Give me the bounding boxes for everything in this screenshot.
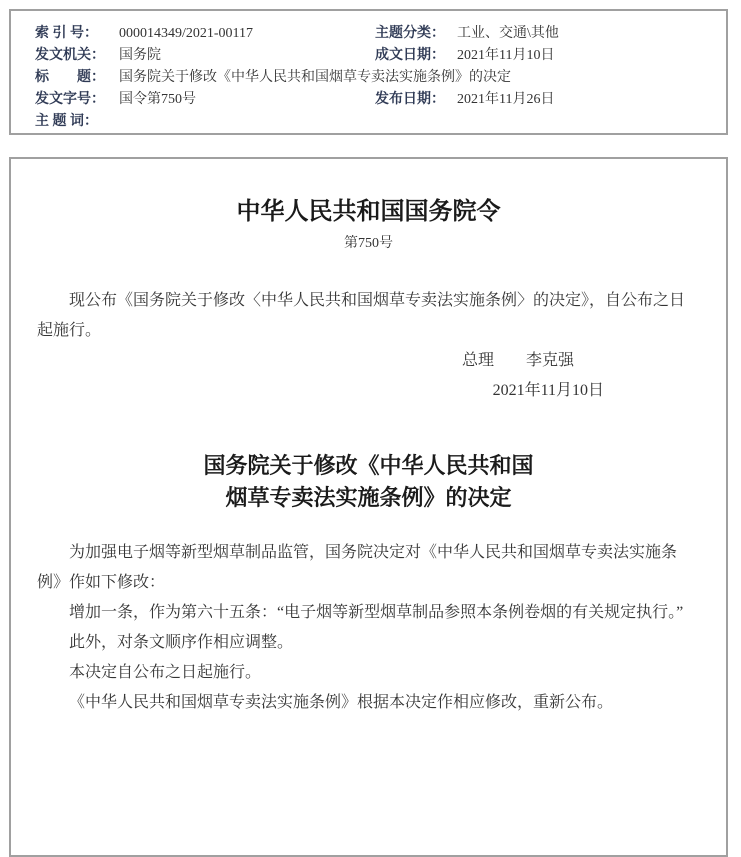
- decree-title: 中华人民共和国国务院令: [236, 199, 501, 225]
- meta-label-keywords: 主 题 词：: [35, 114, 98, 129]
- decree-panel: [9, 157, 728, 857]
- decision-paragraph-5: 《中华人民共和国烟草专卖法实施条例》根据本决定作相应修改，重新公布。: [69, 694, 614, 711]
- decision-paragraph-4: 本决定自公布之日起施行。: [69, 664, 262, 681]
- meta-value-document-number: 国令第750号: [119, 92, 196, 107]
- meta-value-keywords: [119, 111, 720, 133]
- premier-signature: 总理 李克强: [461, 352, 574, 369]
- meta-label-publish-date: 发布日期：: [375, 92, 445, 107]
- meta-value-title: 国务院关于修改《中华人民共和国烟草专卖法实施条例》的决定: [119, 70, 511, 85]
- decision-title: [37, 450, 700, 514]
- meta-value-index-number: 000014349/2021-00117: [119, 26, 254, 41]
- metadata-panel: [9, 9, 728, 135]
- meta-label-document-number: 发文字号：: [35, 92, 105, 107]
- decision-paragraph-1: 为加强电子烟等新型烟草制品监管，国务院决定对《中华人民共和国烟草专卖法实施条例》作如下修改：: [37, 544, 678, 591]
- meta-label-title: 标 题：: [35, 70, 105, 85]
- decision-paragraph-3: 此外，对条文顺序作相应调整。: [69, 634, 294, 651]
- decision-paragraph-2: 增加一条，作为第六十五条：“电子烟等新型烟草制品参照本条例卷烟的有关规定执行。”: [69, 604, 684, 621]
- meta-value-topic-category: 工业、交通\其他: [457, 26, 559, 41]
- meta-label-index-number: 索 引 号：: [35, 26, 98, 41]
- announcement-paragraph: 现公布《国务院关于修改〈中华人民共和国烟草专卖法实施条例〉的决定》，自公布之日起施行。: [37, 292, 686, 339]
- metadata-grid: [11, 11, 726, 133]
- decision-body: [37, 538, 700, 718]
- meta-value-publish-date: 2021年11月26日: [457, 92, 555, 107]
- decision-title-line1: 国务院关于修改《中华人民共和国: [203, 453, 534, 478]
- meta-value-issuing-agency: 国务院: [119, 48, 161, 63]
- meta-label-issuing-agency: 发文机关：: [35, 48, 105, 63]
- meta-label-written-date: 成文日期：: [375, 48, 445, 63]
- meta-value-written-date: 2021年11月10日: [457, 48, 555, 63]
- decision-title-line2: 烟草专卖法实施条例》的决定: [225, 485, 512, 510]
- meta-label-topic-category: 主题分类：: [375, 26, 445, 41]
- signature-date: 2021年11月10日: [492, 382, 604, 399]
- decree-number: 第750号: [344, 236, 393, 251]
